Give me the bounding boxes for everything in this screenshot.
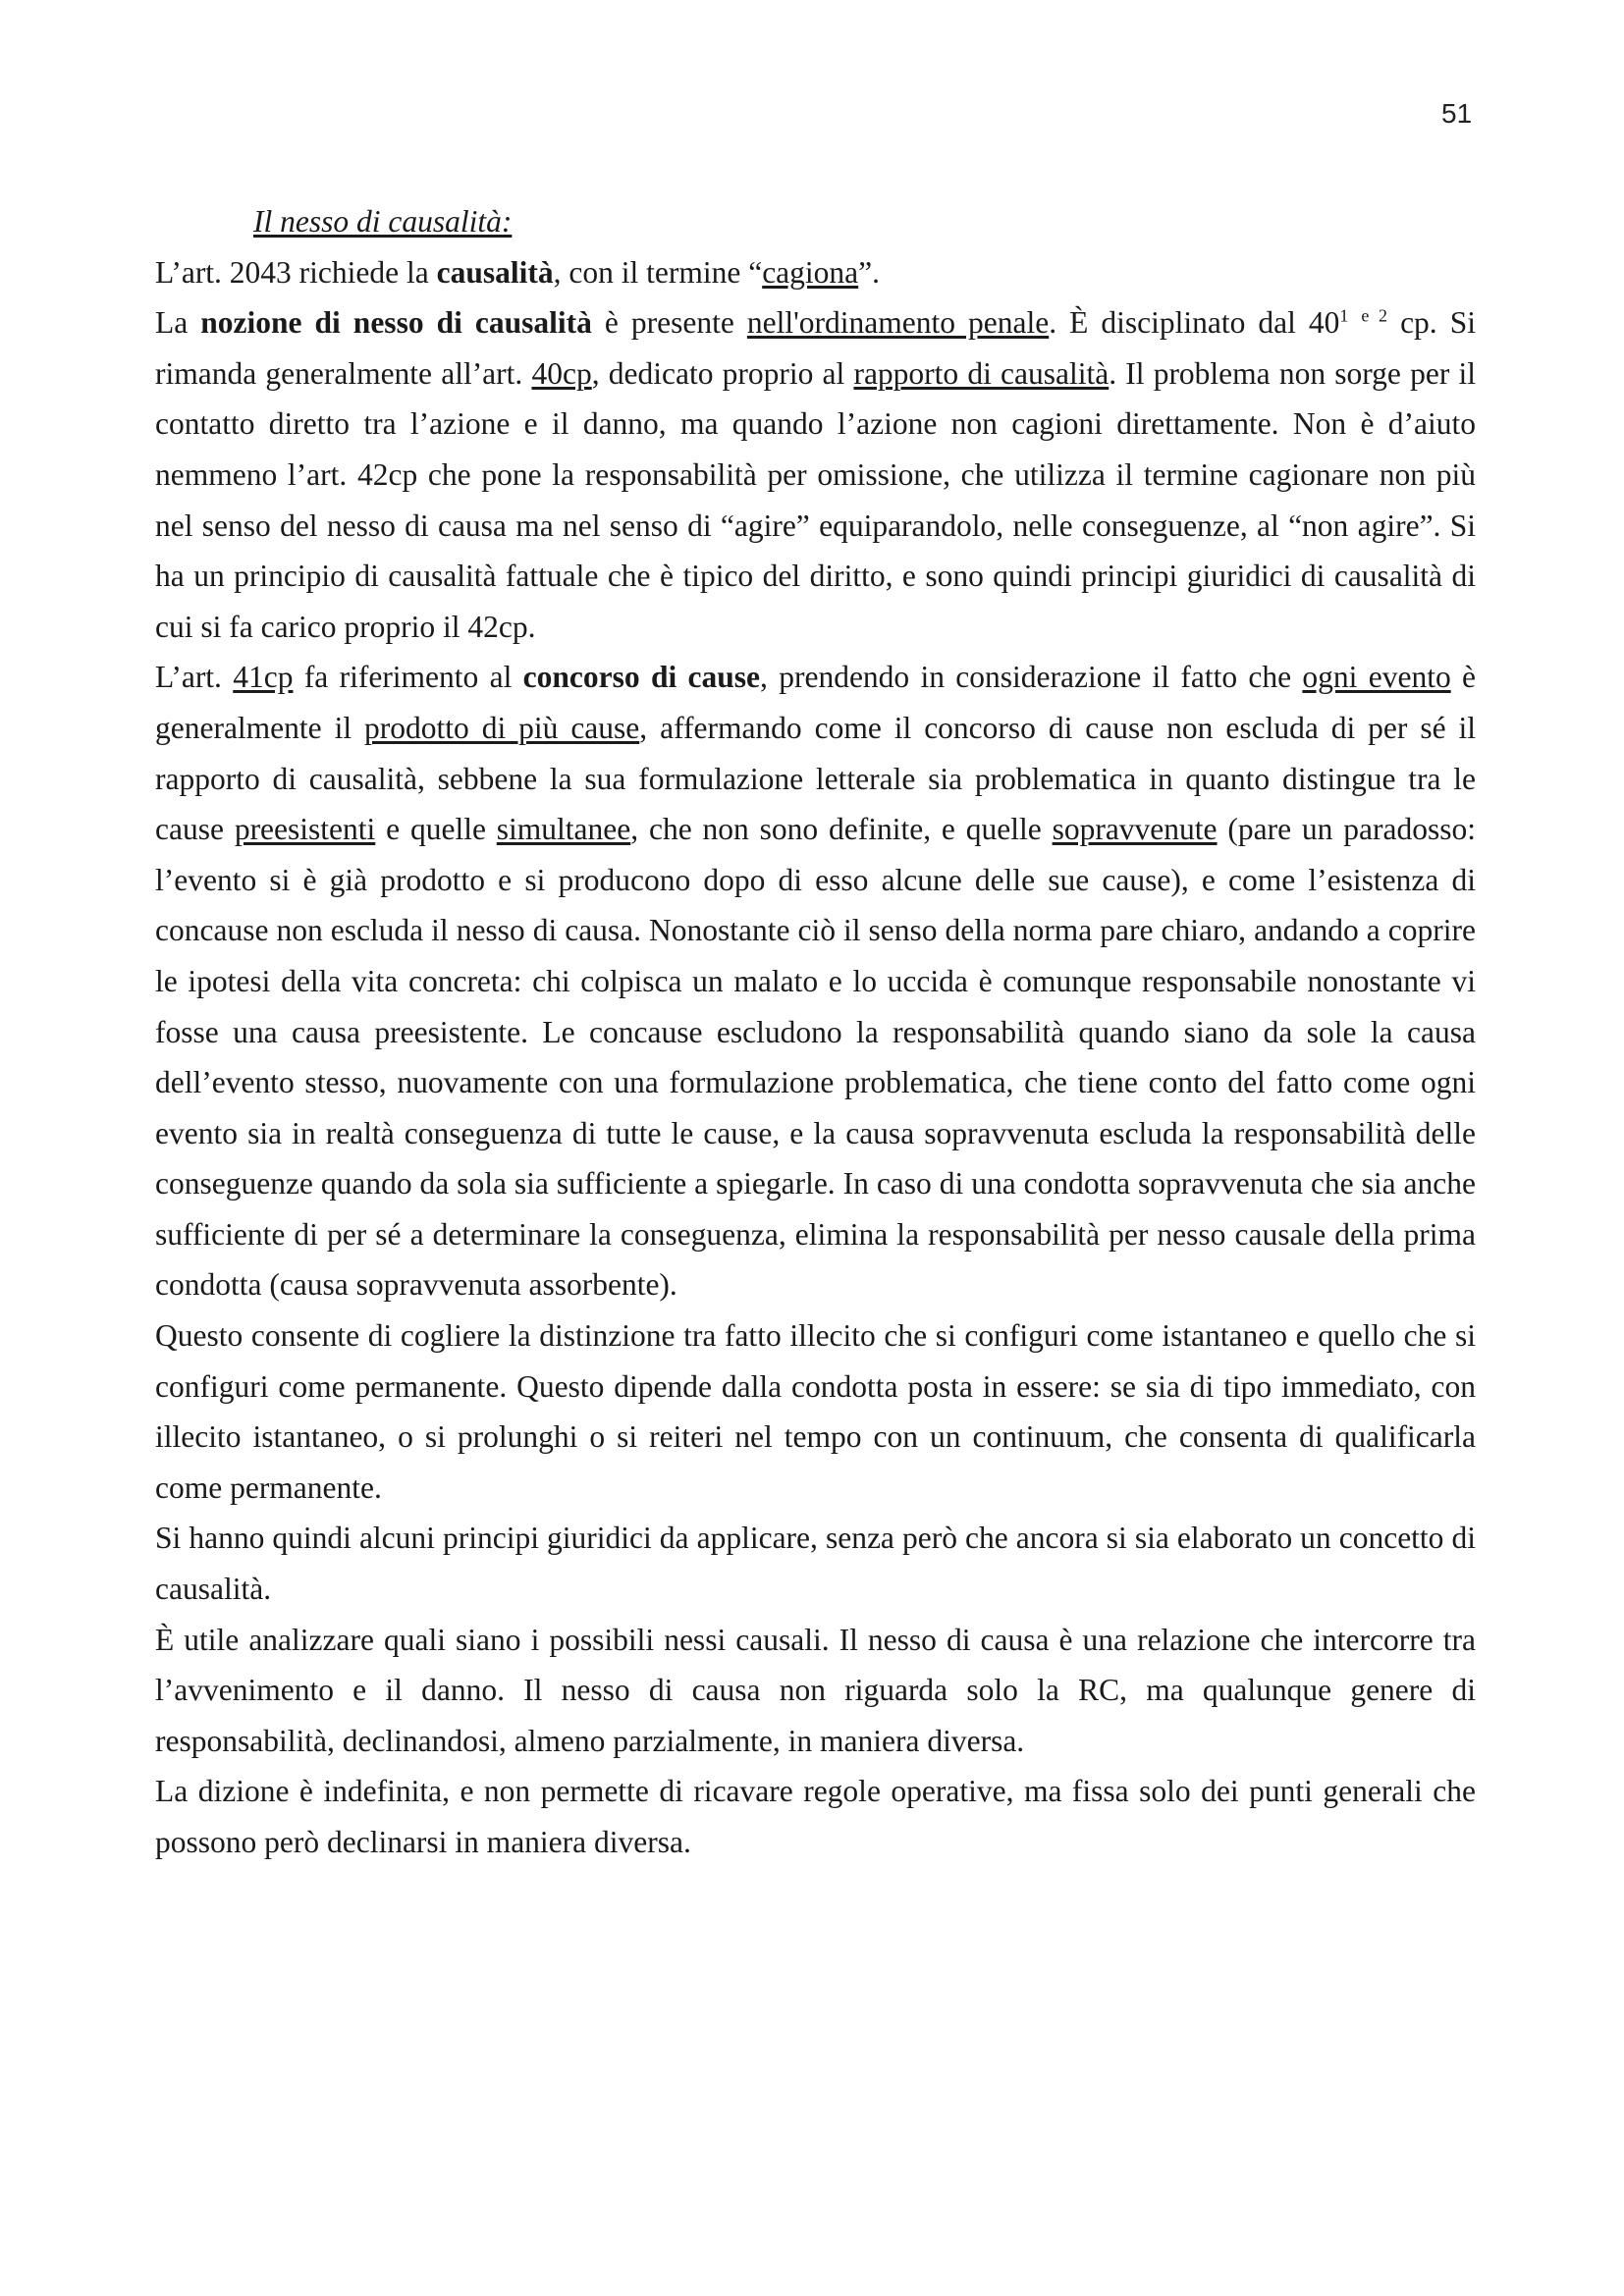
underlined-term: ogni evento — [1302, 660, 1451, 695]
underlined-term: simultanee — [496, 812, 631, 847]
underlined-term: cagiona — [762, 254, 859, 290]
bold-term: causalità — [436, 254, 554, 290]
underlined-term: nell'ordinamento penale — [746, 305, 1050, 341]
text: è presente — [591, 305, 747, 341]
text: , con il termine “ — [553, 254, 763, 290]
paragraph-3 — [155, 652, 1476, 1310]
underlined-term: preesistenti — [234, 812, 376, 847]
underlined-term: rapporto di causalità — [853, 355, 1110, 391]
text: , che non sono definite, e quelle — [630, 812, 1053, 847]
underlined-term: sopravvenute — [1052, 812, 1218, 847]
text: . È disciplinato dal 40 — [1049, 305, 1340, 341]
text: cp. Si rimanda generalmente all’art. — [155, 305, 1476, 391]
text: è generalmente il — [155, 660, 1476, 745]
page-number: 51 — [1441, 98, 1473, 129]
paragraph-6: È utile analizzare quali siano i possibili nessi causali. Il nesso di causa è una relazione che intercorre tra l’avvenimento e il danno. Il nesso di causa non riguarda solo la RC, ma qualunque genere di responsabilità, declinandosi, almeno parzialmente, in maniera diversa. — [155, 1622, 1476, 1758]
text: fa riferimento al — [293, 660, 523, 695]
paragraph-7: La dizione è indefinita, e non permette di ricavare regole operative, ma fissa solo dei punti generali che possono però declinarsi in maniera diversa. — [155, 1774, 1476, 1859]
paragraph-2 — [155, 297, 1476, 652]
bold-term: nozione di nesso di causalità — [200, 305, 592, 341]
bold-term: concorso di cause — [522, 660, 761, 695]
superscript: e 2 — [1361, 305, 1388, 326]
text: . Il problema non sorge per il contatto diretto tra l’azione e il danno, ma quando l’azione non cagioni direttamente. Non è d’aiuto nemmeno l’art. 42cp che pone la responsabilità per omissione, che utilizza il termine cagionare non più nel senso del nesso di causa ma nel senso di “agire” equiparandolo, nelle conseguenze, al “non agire”. Si ha un principio di causalità fattuale che è tipico del diritto, e sono quindi principi giuridici di causalità di cui si fa carico proprio il 42cp. — [155, 355, 1476, 644]
text: L’art. 2043 richiede la — [155, 254, 437, 290]
text — [1348, 305, 1361, 340]
text: L’art. — [155, 660, 234, 695]
underlined-term: prodotto di più cause — [364, 710, 640, 745]
section-title: Il nesso di causalità: — [253, 204, 513, 239]
document-body — [155, 196, 1476, 1868]
text: (pare un paradosso: l’evento si è già prodotto e si producono dopo di esso alcune delle sue cause), e come l’esistenza di concause non escluda il nesso di causa. Nonostante ciò il senso della norma pare chiaro, andando a coprire le ipotesi della vita concreta: chi colpisca un malato e lo uccida è comunque responsabile nonostante vi fosse una causa preesistente. Le concause escludono la responsabilità quando siano da sole la causa dell’evento stesso, nuovamente con una formulazione problematica, che tiene conto del fatto come ogni evento sia in realtà conseguenza di tutte le cause, e la causa sopravvenuta escluda la responsabilità delle conseguenze quando da sola sia sufficiente a spiegarle. In caso di una condotta sopravvenuta che sia anche sufficiente di per sé a determinare la conseguenza, elimina la responsabilità per nesso causale della prima condotta (causa sopravvenuta assorbente). — [155, 812, 1476, 1303]
text: , prendendo in considerazione il fatto che — [760, 660, 1303, 695]
underlined-term: 41cp — [233, 660, 294, 695]
paragraph-5: Si hanno quindi alcuni principi giuridici da applicare, senza però che ancora si sia elaborato un concetto di causalità. — [155, 1521, 1476, 1607]
text: e quelle — [375, 812, 497, 847]
paragraph-4: Questo consente di cogliere la distinzione tra fatto illecito che si configuri come istantaneo e quello che si configuri come permanente. Questo dipende dalla condotta posta in essere: se sia di tipo immediato, con illecito istantaneo, o si prolunghi o si reiteri nel tempo con un continuum, che consenta di qualificarla come permanente. — [155, 1318, 1476, 1505]
paragraph-1 — [155, 247, 1476, 298]
text: , affermando come il concorso di cause non escluda di per sé il rapporto di causalità, sebbene la sua formulazione letterale sia problematica in quanto distingue tra le cause — [155, 710, 1476, 847]
underlined-term: 40cp — [531, 355, 592, 391]
text: , dedicato proprio al — [591, 355, 854, 391]
superscript: 1 — [1339, 305, 1349, 326]
text: La — [155, 305, 201, 341]
text: ”. — [858, 254, 880, 290]
